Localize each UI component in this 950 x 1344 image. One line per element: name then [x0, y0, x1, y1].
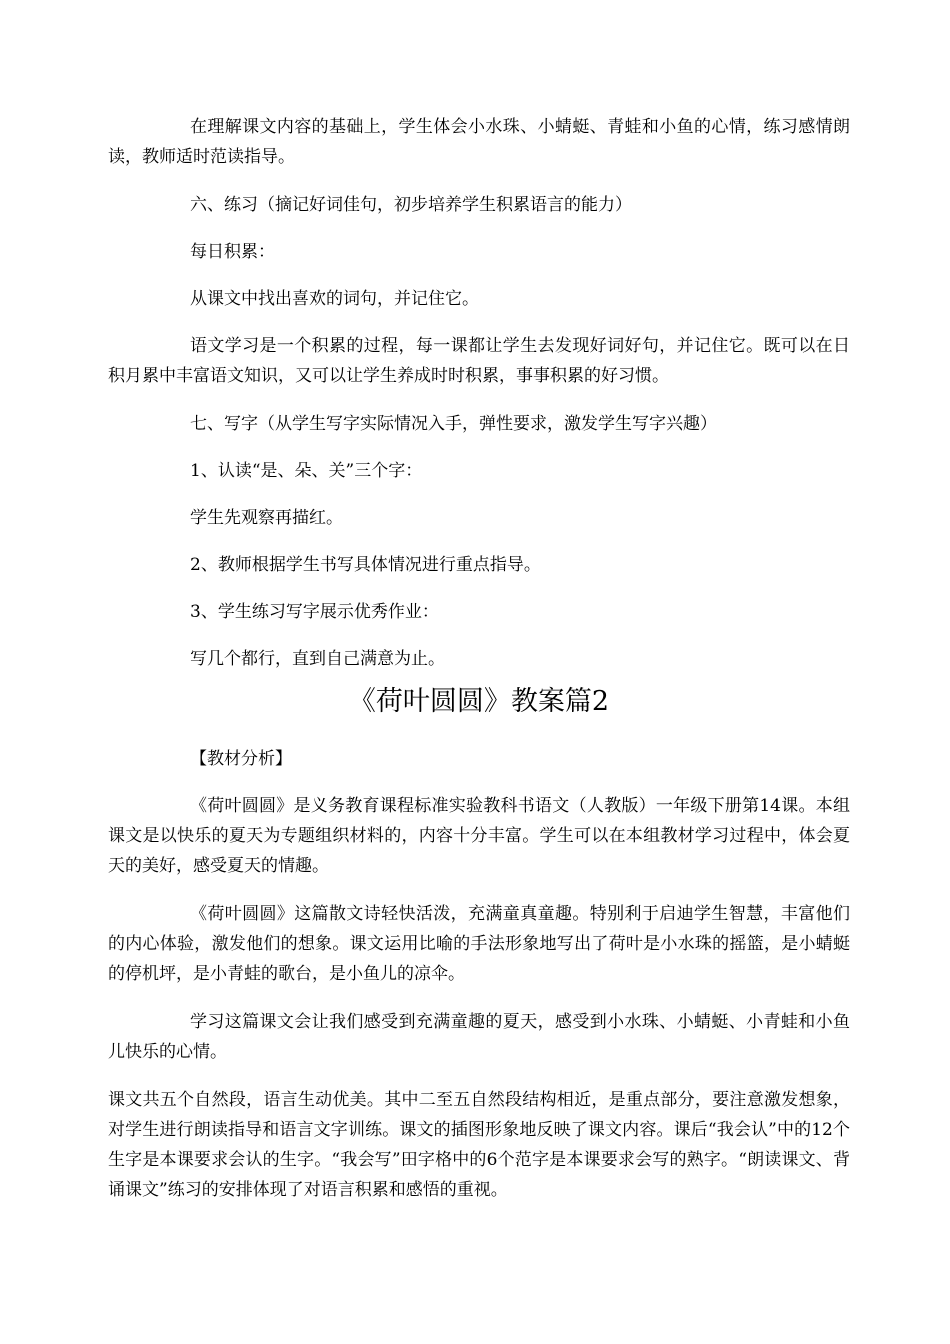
document-page — [108, 112, 850, 1205]
paragraph-daily-accumulation: 每日积累： — [190, 242, 275, 262]
paragraph-learning-feeling: 学习这篇课文会让我们感受到充满童趣的夏天，感受到小水珠、小蜻蜓、小青蛙和小鱼儿快乐的心情。 — [108, 1012, 850, 1062]
list-item-2: 2、教师根据学生书写具体情况进行重点指导。 — [190, 555, 541, 575]
paragraph-prose-poem: 《荷叶圆圆》这篇散文诗轻快活泼，充满童真童趣。特别利于启迪学生智慧，丰富他们的内心体验，激发他们的想象。课文运用比喻的手法形象地写出了荷叶是小水珠的摇篮，是小蜻蜓的停机坪，是小青蛙的歌台，是小鱼儿的凉伞。 — [108, 904, 850, 984]
paragraph-text-structure: 课文共五个自然段，语言生动优美。其中二至五自然段结构相近，是重点部分，要注意激发想象，对学生进行朗读指导和语言文字训练。课文的插图形象地反映了课文内容。课后“我会认”中的12个生字是本课要求会认的生字。“我会写”田字格中的6个范字是本课要求会写的熟字。“朗读课文、背诵课文”练习的安排体现了对语言积累和感悟的重视。 — [108, 1090, 850, 1200]
paragraph-textbook-intro: 《荷叶圆圆》是义务教育课程标准实验教科书语文（人教版）一年级下册第14课。本组课文是以快乐的夏天为专题组织材料的，内容十分丰富。学生可以在本组教材学习过程中，体会夏天的美好，感受夏天的情趣。 — [108, 796, 850, 876]
paragraph-write-until-satisfied: 写几个都行，直到自己满意为止。 — [190, 649, 445, 669]
heading-exercise: 六、练习（摘记好词佳句，初步培养学生积累语言的能力） — [190, 195, 632, 215]
paragraph-reading-guidance: 在理解课文内容的基础上，学生体会小水珠、小蜻蜓、青蛙和小鱼的心情，练习感情朗读，教师适时范读指导。 — [108, 117, 850, 167]
list-item-3: 3、学生练习写字展示优秀作业： — [190, 602, 439, 622]
paragraph-language-learning: 语文学习是一个积累的过程，每一课都让学生去发现好词好句，并记住它。既可以在日积月累中丰富语文知识，又可以让学生养成时时积累，事事积累的好习惯。 — [108, 336, 850, 386]
list-item-1: 1、认读“是、朵、关”三个字： — [190, 461, 423, 481]
heading-writing: 七、写字（从学生写字实际情况入手，弹性要求，激发学生写字兴趣） — [190, 414, 717, 434]
paragraph-find-phrases: 从课文中找出喜欢的词句，并记住它。 — [190, 289, 479, 309]
paragraph-observe-trace: 学生先观察再描红。 — [190, 508, 343, 528]
section-title: 《荷叶圆圆》教案篇2 — [348, 686, 610, 717]
heading-textbook-analysis: 【教材分析】 — [190, 749, 292, 769]
